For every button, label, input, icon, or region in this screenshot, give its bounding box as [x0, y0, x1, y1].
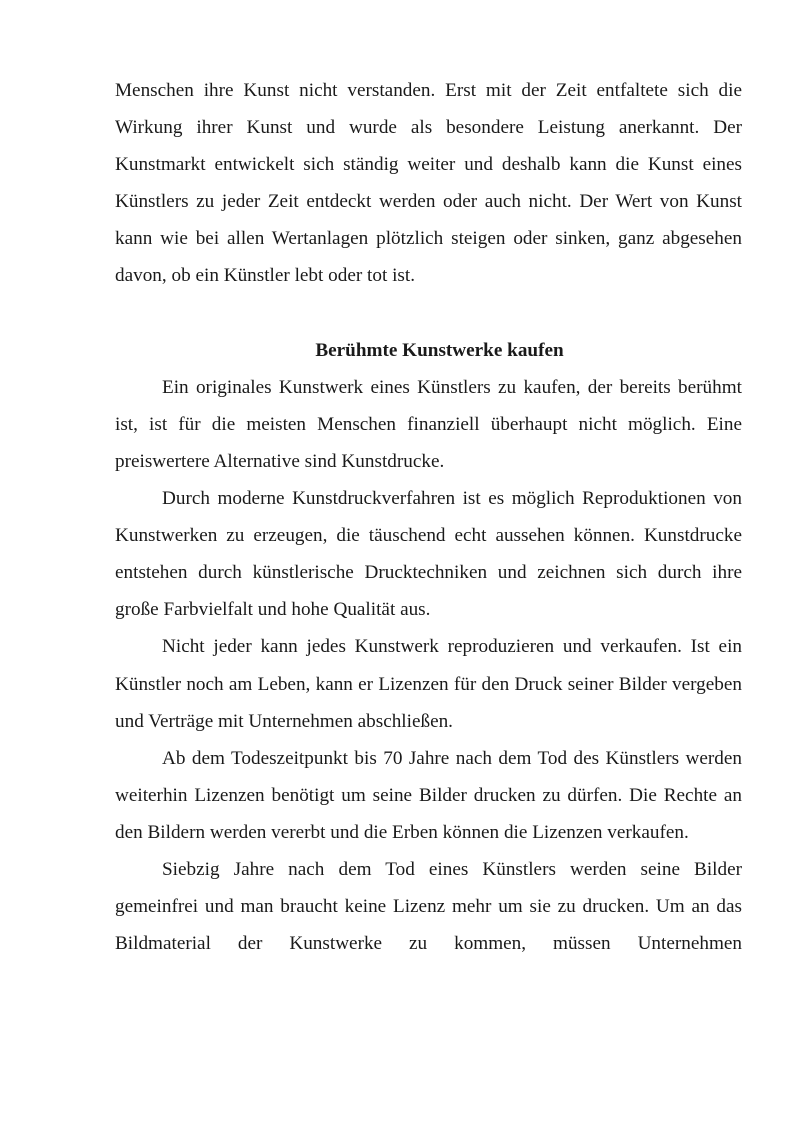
paragraph-spacer	[115, 295, 742, 332]
paragraph-public-domain: Siebzig Jahre nach dem Tod eines Künstlers werden seine Bilder gemeinfrei und man braucht keine Lizenz mehr um sie zu drucken. Um an das Bildmaterial der Kunstwerke zu kommen, müssen Unternehmen	[115, 858, 742, 955]
section-heading: Berühmte Kunstwerke kaufen	[315, 339, 564, 361]
paragraph-licenses-living-artist: Nicht jeder kann jedes Kunstwerk reproduzieren und verkaufen. Ist ein Künstler noch am Leben, kann er Lizenzen für den Druck seiner Bilder vergeben und Verträge mit Unternehmen abschließen.	[115, 636, 742, 732]
paragraph-original-artwork: Ein originales Kunstwerk eines Künstlers zu kaufen, der bereits berühmt ist, ist für die meisten Menschen finanziell überhaupt nicht möglich. Eine preiswertere Alternative sind Kunstdrucke.	[115, 376, 742, 472]
intro-paragraph: Menschen ihre Kunst nicht verstanden. Erst mit der Zeit entfaltete sich die Wirkung ihrer Kunst und wurde als besondere Leistung anerkannt. Der Kunstmarkt entwickelt sich ständig weiter und deshalb kann die Kunst eines Künstlers zu jeder Zeit entdeckt werden oder auch nicht. Der Wert von Kunst kann wie bei allen Wertanlagen plötzlich steigen oder sinken, ganz abgesehen davon, ob ein Künstler lebt oder tot ist.	[115, 80, 742, 287]
paragraph-licenses-after-death: Ab dem Todeszeitpunkt bis 70 Jahre nach dem Tod des Künstlers werden weiterhin Lizenzen benötigt um seine Bilder drucken zu dürfen. Die Rechte an den Bildern werden vererbt und die Erben können die Lizenzen verkaufen.	[115, 747, 742, 843]
document-body	[115, 72, 742, 962]
paragraph-art-print-methods: Durch moderne Kunstdruckverfahren ist es möglich Reproduktionen von Kunstwerken zu erzeugen, die täuschend echt aussehen können. Kunstdrucke entstehen durch künstlerische Drucktechniken und zeichnen sich durch ihre große Farbvielfalt und hohe Qualität aus.	[115, 488, 742, 621]
